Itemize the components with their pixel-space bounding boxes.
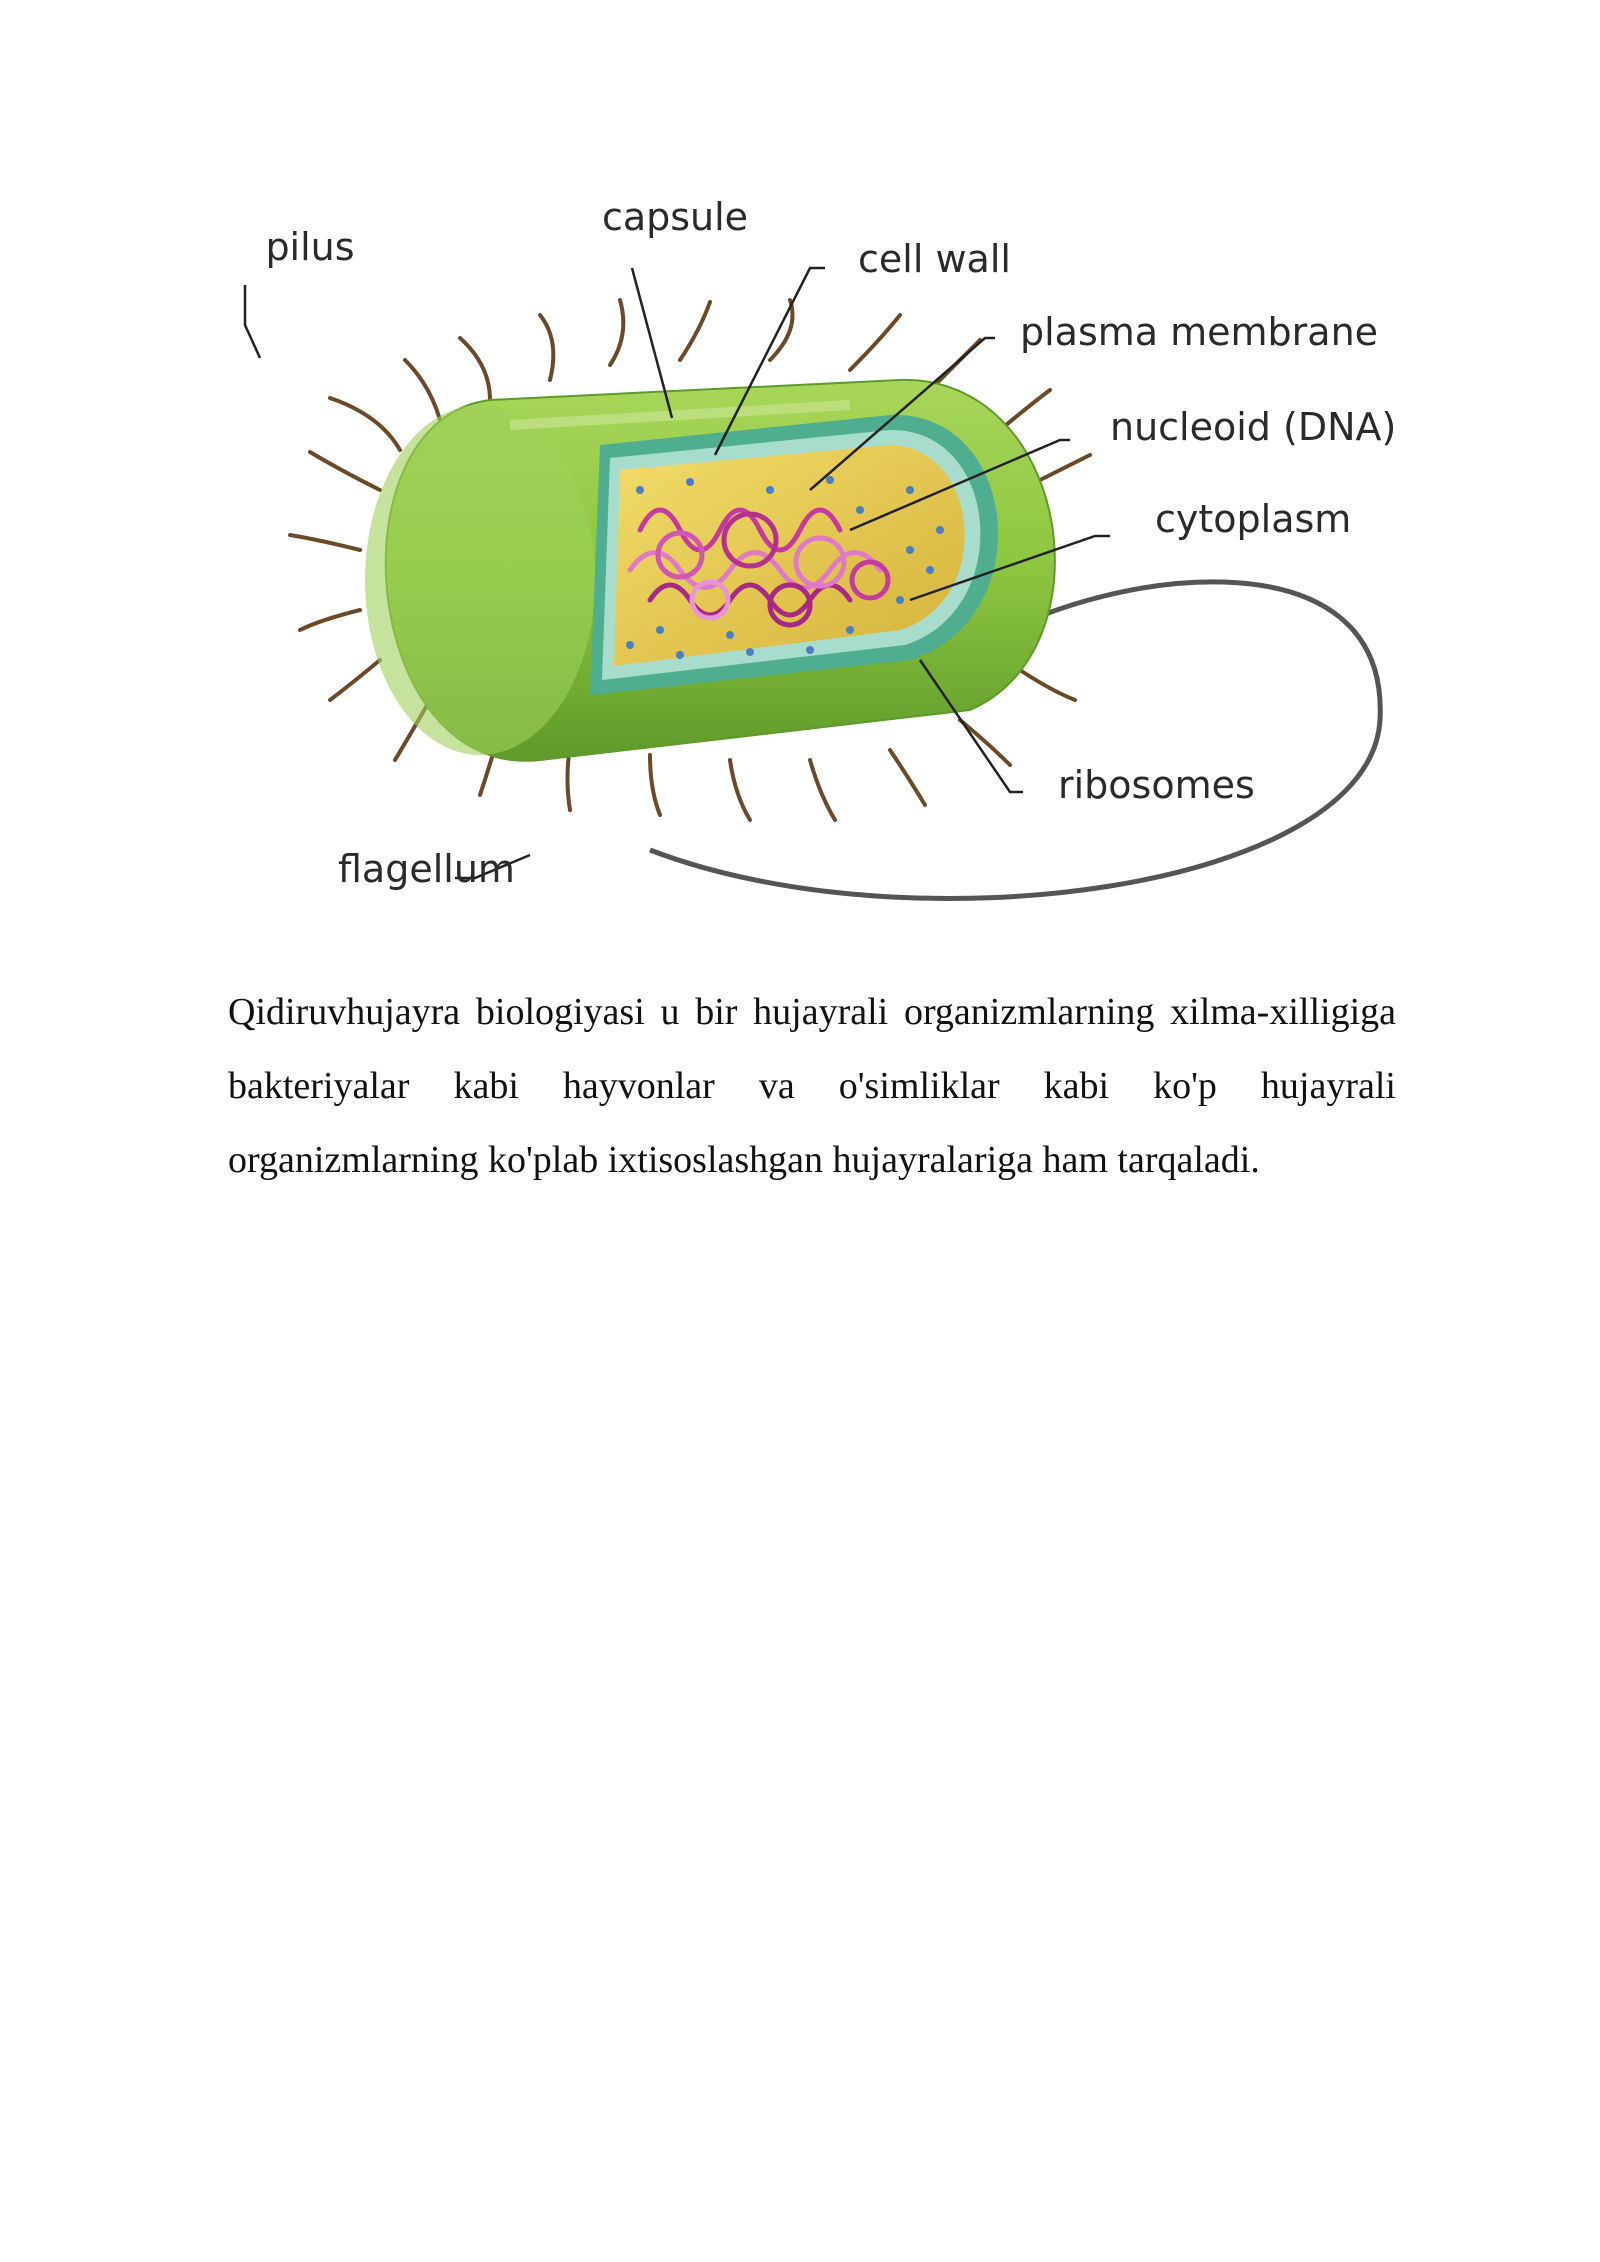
label-plasma-membrane: plasma membrane — [1020, 310, 1379, 354]
label-capsule: capsule — [601, 195, 749, 239]
label-nucleoid: nucleoid (DNA) — [1110, 405, 1397, 449]
body-paragraph: Qidiruvhujayra biologiyasi u bir hujayrali organizmlarning xilma-xilligiga bakteriyalar kabi hayvonlar va o'simliklar kabi ko'p hujayrali organizmlarning ko'plab ixtisoslashgan hujayralariga ham tarqaladi. — [228, 991, 1396, 1181]
label-cytoplasm: cytoplasm — [1155, 497, 1352, 541]
label-ribosomes: ribosomes — [1058, 763, 1255, 807]
label-flagellum: flagellum — [338, 847, 515, 891]
label-pilus: pilus — [265, 225, 355, 269]
label-cell-wall: cell wall — [858, 237, 1011, 281]
bacterium-illustration — [210, 190, 1430, 930]
bacterium-diagram — [210, 190, 1430, 930]
